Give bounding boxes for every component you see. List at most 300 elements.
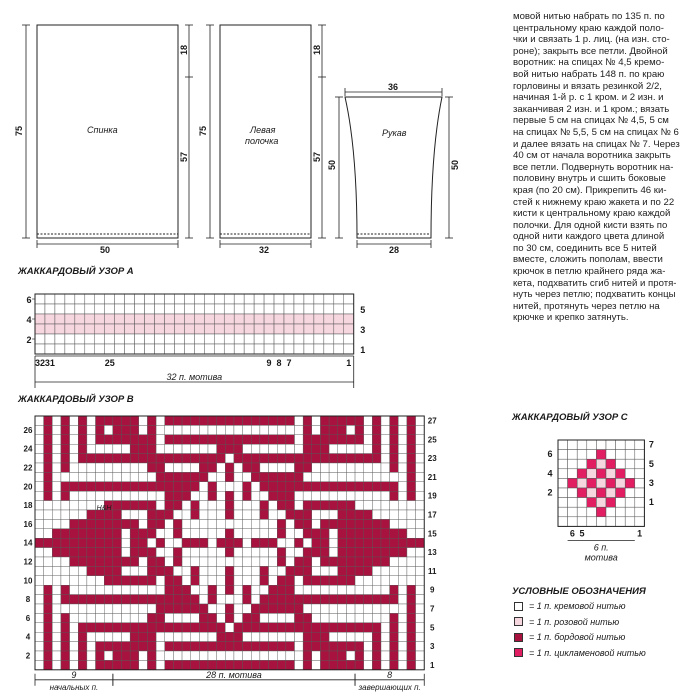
pattern-a-cell <box>194 344 204 354</box>
pattern-b-start-count: 9 <box>71 669 77 680</box>
pattern-b-cell <box>225 501 234 510</box>
pattern-b-cell <box>398 472 407 481</box>
pattern-b-cell <box>113 660 122 669</box>
pattern-b-cell <box>390 548 399 557</box>
pattern-a-cell <box>35 344 45 354</box>
pattern-b-cell <box>182 425 191 434</box>
pattern-b-cell <box>52 501 61 510</box>
pattern-b-cell <box>78 585 87 594</box>
pattern-c-row-label: 6 <box>547 449 553 460</box>
pattern-b-cell <box>303 566 312 575</box>
pattern-b-cell <box>286 529 295 538</box>
pattern-b-cell <box>44 585 53 594</box>
pattern-b-cell <box>139 632 148 641</box>
pattern-b-cell <box>260 604 269 613</box>
pattern-b-cell <box>407 454 416 463</box>
pattern-b-cell <box>217 491 226 500</box>
pattern-a-cell <box>344 314 354 324</box>
pattern-b-cell <box>303 604 312 613</box>
pattern-b-cell <box>70 463 79 472</box>
pattern-b-cell <box>338 623 347 632</box>
pattern-b-cell <box>407 463 416 472</box>
pattern-b-cell <box>407 623 416 632</box>
pattern-b-cell <box>364 425 373 434</box>
pattern-b-cell <box>61 576 70 585</box>
pattern-b-cell <box>381 454 390 463</box>
pattern-c-cell <box>577 450 587 460</box>
pattern-b-cell <box>234 604 243 613</box>
pattern-c-cell <box>587 488 597 498</box>
pattern-b-cell <box>130 501 139 510</box>
pattern-b-cell <box>225 576 234 585</box>
pattern-b-cell <box>295 557 304 566</box>
pattern-b-cell <box>173 548 182 557</box>
pattern-b-cell <box>35 604 44 613</box>
pattern-c-cell <box>606 507 616 517</box>
pattern-b-cell <box>243 613 252 622</box>
front-width-dim: 32 <box>259 245 270 255</box>
pattern-b-cell <box>182 519 191 528</box>
pattern-b-cell <box>130 444 139 453</box>
instructions-line: по 30 см, соединить все 5 нитей <box>513 242 657 254</box>
pattern-a-cell <box>115 344 125 354</box>
pattern-b-cell <box>346 463 355 472</box>
pattern-a-grid <box>0 282 380 387</box>
pattern-b-cell <box>303 642 312 651</box>
pattern-b-cell <box>122 491 131 500</box>
pattern-c-row-label: 5 <box>648 458 654 469</box>
pattern-b-cell <box>122 538 131 547</box>
pattern-b-cell <box>251 425 260 434</box>
pattern-b-cell <box>295 501 304 510</box>
pattern-b-cell <box>251 623 260 632</box>
pattern-b-cell <box>381 482 390 491</box>
pattern-b-cell <box>243 651 252 660</box>
pattern-b-cell <box>217 482 226 491</box>
pattern-b-cell <box>355 613 364 622</box>
pattern-b-cell <box>277 548 286 557</box>
pattern-b-cell <box>346 651 355 660</box>
pattern-b-cell <box>269 538 278 547</box>
pattern-b-cell <box>208 557 217 566</box>
pattern-b-cell <box>208 576 217 585</box>
pattern-a-cell <box>75 344 85 354</box>
pattern-b-cell <box>346 501 355 510</box>
pattern-b-cell <box>243 529 252 538</box>
pattern-b-cell <box>113 529 122 538</box>
pattern-b-cell <box>156 613 165 622</box>
pattern-b-cell <box>78 519 87 528</box>
pattern-b-cell <box>199 595 208 604</box>
pattern-c-cell <box>616 488 626 498</box>
pattern-b-cell <box>251 463 260 472</box>
pattern-b-cell <box>191 538 200 547</box>
pattern-b-cell <box>251 576 260 585</box>
pattern-b-cell <box>295 444 304 453</box>
pattern-b-cell <box>346 435 355 444</box>
pattern-a-cell <box>85 334 95 344</box>
pattern-b-cell <box>269 510 278 519</box>
pattern-b-cell <box>251 482 260 491</box>
pattern-b-cell <box>156 463 165 472</box>
pattern-b-cell <box>35 501 44 510</box>
pattern-b-cell <box>208 642 217 651</box>
pattern-b-cell <box>182 454 191 463</box>
pattern-a-cell <box>194 314 204 324</box>
pattern-c-cell <box>596 507 606 517</box>
instructions-line: все петли. Подвернуть воротник на- <box>513 161 674 173</box>
pattern-b-cell <box>217 613 226 622</box>
pattern-b-cell <box>390 595 399 604</box>
pattern-b-cell <box>390 416 399 425</box>
pattern-b-cell <box>269 482 278 491</box>
pattern-b-cell <box>156 519 165 528</box>
pattern-b-cell <box>372 585 381 594</box>
pattern-b-cell <box>381 501 390 510</box>
pattern-b-cell <box>243 538 252 547</box>
pattern-a-cell <box>294 294 304 304</box>
pattern-b-cell <box>147 632 156 641</box>
pattern-b-cell <box>130 519 139 528</box>
pattern-b-cell <box>243 566 252 575</box>
pattern-b-cell <box>173 595 182 604</box>
pattern-b-cell <box>87 651 96 660</box>
pattern-b-cell <box>139 651 148 660</box>
pattern-b-row-label: 16 <box>23 519 33 529</box>
instructions-line: центральному краю каждой поло- <box>513 22 664 34</box>
pattern-b-cell <box>329 576 338 585</box>
pattern-b-cell <box>243 576 252 585</box>
pattern-b-cell <box>182 416 191 425</box>
pattern-b-cell <box>390 472 399 481</box>
pattern-b-cell <box>182 585 191 594</box>
pattern-b-cell <box>355 576 364 585</box>
pattern-b-cell <box>320 444 329 453</box>
pattern-b-cell <box>122 482 131 491</box>
pattern-b-cell <box>355 510 364 519</box>
pattern-b-cell <box>225 472 234 481</box>
pattern-b-cell <box>113 435 122 444</box>
pattern-b-cell <box>372 463 381 472</box>
pattern-b-cell <box>295 651 304 660</box>
pattern-b-cell <box>113 623 122 632</box>
pattern-b-cell <box>390 463 399 472</box>
pattern-b-cell <box>147 642 156 651</box>
pattern-b-cell <box>182 623 191 632</box>
pattern-b-cell <box>346 660 355 669</box>
pattern-a-cell <box>214 334 224 344</box>
pattern-b-cell <box>70 491 79 500</box>
pattern-b-cell <box>113 595 122 604</box>
pattern-b-cell <box>251 585 260 594</box>
pattern-a-cell <box>174 334 184 344</box>
pattern-b-cell <box>312 642 321 651</box>
pattern-b-cell <box>243 482 252 491</box>
pattern-c-title: ЖАККАРДОВЫЙ УЗОР С <box>512 412 628 423</box>
legend-item <box>514 648 646 658</box>
pattern-a-cell <box>264 324 274 334</box>
pattern-b-cell <box>381 416 390 425</box>
pattern-b-cell <box>208 472 217 481</box>
pattern-a-cell <box>115 324 125 334</box>
pattern-b-cell <box>61 642 70 651</box>
pattern-b-cell <box>243 472 252 481</box>
pattern-b-cell <box>87 632 96 641</box>
pattern-b-cell <box>156 604 165 613</box>
pattern-b-cell <box>173 660 182 669</box>
pattern-b-cell <box>234 623 243 632</box>
pattern-b-cell <box>277 566 286 575</box>
pattern-b-cell <box>407 519 416 528</box>
pattern-b-cell <box>303 482 312 491</box>
pattern-b-cell <box>122 557 131 566</box>
pattern-b-cell <box>346 557 355 566</box>
pattern-b-cell <box>269 642 278 651</box>
pattern-b-cell <box>338 538 347 547</box>
pattern-b-cell <box>191 472 200 481</box>
pattern-b-cell <box>295 519 304 528</box>
pattern-b-cell <box>269 548 278 557</box>
pattern-a-row-label: 4 <box>26 315 32 325</box>
pattern-b-cell <box>96 519 105 528</box>
pattern-b-cell <box>407 557 416 566</box>
pattern-b-cell <box>35 585 44 594</box>
pattern-a-cell <box>65 314 75 324</box>
pattern-b-cell <box>130 576 139 585</box>
pattern-b-cell <box>277 529 286 538</box>
pattern-b-cell <box>156 444 165 453</box>
pattern-b-cell <box>78 576 87 585</box>
pattern-a-cell <box>174 324 184 334</box>
pattern-b-cell <box>372 472 381 481</box>
pattern-b-cell <box>35 491 44 500</box>
pattern-b-cell <box>113 444 122 453</box>
pattern-b-cell <box>260 613 269 622</box>
pattern-b-cell <box>320 472 329 481</box>
pattern-b-cell <box>113 651 122 660</box>
pattern-b-cell <box>182 501 191 510</box>
pattern-c-cell <box>596 498 606 508</box>
pattern-a-title: ЖАККАРДОВЫЙ УЗОР А <box>18 266 134 277</box>
pattern-b-cell <box>165 576 174 585</box>
pattern-b-cell <box>329 435 338 444</box>
pattern-a-col-label: 32 <box>34 358 45 368</box>
pattern-b-cell <box>87 595 96 604</box>
pattern-a-cell <box>294 304 304 314</box>
pattern-b-cell <box>355 519 364 528</box>
pattern-b-cell <box>381 585 390 594</box>
pattern-a-cell <box>125 294 135 304</box>
pattern-b-cell <box>355 538 364 547</box>
pattern-b-cell <box>225 660 234 669</box>
pattern-b-cell <box>355 482 364 491</box>
pattern-a-cell <box>125 334 135 344</box>
instructions-line: начиная 1-й р. с 1 кром. и 2 изн. и <box>513 92 664 104</box>
pattern-b-cell <box>346 454 355 463</box>
pattern-b-cell <box>260 472 269 481</box>
pattern-c-cell <box>558 478 568 488</box>
pattern-b-cell <box>381 623 390 632</box>
pattern-b-cell <box>165 482 174 491</box>
pattern-b-cell <box>156 642 165 651</box>
pattern-b-cell <box>199 604 208 613</box>
pattern-b-cell <box>398 595 407 604</box>
pattern-a-cell <box>95 334 105 344</box>
pattern-b-cell <box>286 642 295 651</box>
pattern-b-cell <box>208 651 217 660</box>
pattern-b-cell <box>61 595 70 604</box>
pattern-b-cell <box>35 454 44 463</box>
pattern-b-row-label: 14 <box>23 538 33 548</box>
pattern-b-cell <box>61 632 70 641</box>
pattern-b-cell <box>104 595 113 604</box>
pattern-b-cell <box>96 463 105 472</box>
pattern-b-cell <box>208 595 217 604</box>
pattern-b-cell <box>398 632 407 641</box>
pattern-b-cell <box>295 454 304 463</box>
pattern-c-cell <box>635 459 645 469</box>
pattern-b-cell <box>78 454 87 463</box>
pattern-b-cell <box>355 660 364 669</box>
pattern-b-cell <box>269 425 278 434</box>
pattern-b-cell <box>390 491 399 500</box>
pattern-a-cell <box>194 324 204 334</box>
pattern-b-cell <box>199 632 208 641</box>
pattern-c-cell <box>616 440 626 450</box>
pattern-b-cell <box>286 538 295 547</box>
pattern-b-cell <box>44 501 53 510</box>
pattern-b-cell <box>234 482 243 491</box>
pattern-b-cell <box>122 454 131 463</box>
pattern-b-cell <box>398 510 407 519</box>
pattern-b-cell <box>191 435 200 444</box>
pattern-b-cell <box>303 632 312 641</box>
pattern-b-cell <box>372 548 381 557</box>
pattern-b-cell <box>286 613 295 622</box>
pattern-b-cell <box>96 444 105 453</box>
pattern-b-cell <box>44 454 53 463</box>
pattern-b-cell <box>416 576 425 585</box>
pattern-b-cell <box>130 642 139 651</box>
pattern-c-cell <box>635 450 645 460</box>
pattern-b-cell <box>96 595 105 604</box>
pattern-b-cell <box>407 576 416 585</box>
pattern-b-cell <box>104 632 113 641</box>
pattern-b-cell <box>355 529 364 538</box>
pattern-b-cell <box>35 651 44 660</box>
pattern-b-cell <box>208 482 217 491</box>
pattern-b-cell <box>364 604 373 613</box>
pattern-a-cell <box>334 324 344 334</box>
pattern-b-cell <box>165 651 174 660</box>
pattern-b-cell <box>35 538 44 547</box>
pattern-b-cell <box>199 576 208 585</box>
pattern-b-cell <box>260 585 269 594</box>
pattern-b-cell <box>269 416 278 425</box>
pattern-b-cell <box>156 623 165 632</box>
pattern-b-cell <box>243 435 252 444</box>
pattern-b-cell <box>78 482 87 491</box>
pattern-b-cell <box>44 444 53 453</box>
pattern-b-cell <box>320 613 329 622</box>
pattern-b-cell <box>61 444 70 453</box>
pattern-b-cell <box>303 576 312 585</box>
pattern-c-cell <box>587 450 597 460</box>
pattern-b-cell <box>303 416 312 425</box>
pattern-b-cell <box>199 472 208 481</box>
pattern-b-cell <box>182 482 191 491</box>
pattern-b-cell <box>346 538 355 547</box>
pattern-b-cell <box>122 416 131 425</box>
pattern-b-cell <box>113 585 122 594</box>
pattern-b-cell <box>269 454 278 463</box>
pattern-b-cell <box>61 416 70 425</box>
pattern-a-cell <box>155 314 165 324</box>
pattern-a-cell <box>55 324 65 334</box>
pattern-b-row-label: 19 <box>427 491 437 501</box>
legend-item <box>514 617 619 627</box>
pattern-a-cell <box>234 314 244 324</box>
pattern-b-cell <box>191 416 200 425</box>
pattern-b-cell <box>390 425 399 434</box>
pattern-b-cell <box>173 651 182 660</box>
pattern-a-cell <box>145 324 155 334</box>
pattern-c-cell <box>568 488 578 498</box>
pattern-a-cell <box>224 324 234 334</box>
pattern-a-cell <box>314 314 324 324</box>
pattern-b-cell <box>191 566 200 575</box>
pattern-a-cell <box>145 334 155 344</box>
pattern-b-cell <box>156 557 165 566</box>
pattern-b-cell <box>96 660 105 669</box>
pattern-b-cell <box>277 435 286 444</box>
pattern-b-cell <box>104 651 113 660</box>
pattern-b-cell <box>156 482 165 491</box>
pattern-a-cell <box>264 304 274 314</box>
pattern-a-cell <box>95 324 105 334</box>
pattern-b-cell <box>113 482 122 491</box>
instructions-line: 40 см от начала воротника закрыть <box>513 150 671 162</box>
pattern-a-cell <box>224 304 234 314</box>
pattern-b-cell <box>139 463 148 472</box>
pattern-a-cell <box>105 334 115 344</box>
pattern-b-cell <box>104 416 113 425</box>
pattern-b-cell <box>225 529 234 538</box>
pattern-b-cell <box>312 501 321 510</box>
pattern-b-cell <box>96 435 105 444</box>
pattern-c-cell <box>616 507 626 517</box>
pattern-a-cell <box>95 304 105 314</box>
pattern-c-cell <box>577 440 587 450</box>
pattern-b-cell <box>355 491 364 500</box>
pattern-b-cell <box>182 435 191 444</box>
pattern-b-cell <box>338 632 347 641</box>
pattern-b-cell <box>52 548 61 557</box>
pattern-b-cell <box>416 604 425 613</box>
pattern-b-cell <box>147 613 156 622</box>
pattern-b-cell <box>338 651 347 660</box>
pattern-b-cell <box>372 482 381 491</box>
pattern-b-cell <box>78 548 87 557</box>
pattern-b-cell <box>381 529 390 538</box>
pattern-b-cell <box>61 510 70 519</box>
pattern-b-cell <box>113 425 122 434</box>
pattern-c-cell <box>577 488 587 498</box>
pattern-b-cell <box>390 585 399 594</box>
pattern-b-cell <box>225 642 234 651</box>
pattern-b-cell <box>173 519 182 528</box>
pattern-b-cell <box>173 604 182 613</box>
